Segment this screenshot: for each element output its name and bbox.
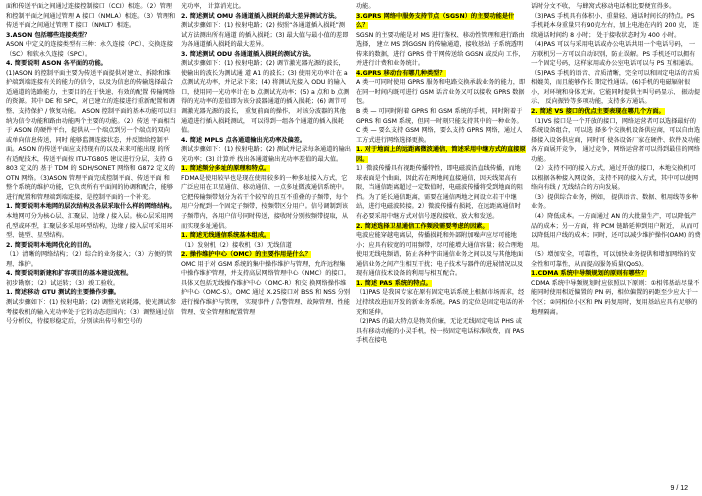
question-heading: 1. 简要说明本地网的层次结构及各层采取什么样的网络结构。	[6, 203, 176, 211]
paragraph: （1）清晰的网络结构；（2）综合的业务接入；（3）方便的管理、维护。	[6, 251, 173, 268]
paragraph: 测试步骤如下：(1) 按射电路；(2) 按照“各通道插入损耗”测试方法测出所有通道 的插入损耗；(3) 最大值与最小值的差即为各通道插入损耗的最大差异。	[181, 22, 349, 49]
text-column-2	[181, 2, 351, 472]
paragraph: 1）微波传播具有视距传播特性，即电磁波沿直线传播，而地球表面是个曲面，因此若在两地间直接通信，因天线架高有限，当通信距离超过一定数值时，电磁波传播将受到地面的阻挡。为了延长通信距离，需要在通信两地之间设立若干中继站，进行电磁波转接。2）微波传播有损耗，在远距离通信时有必要采用中继方式对信号逐段接收、放大和发送。	[356, 165, 524, 221]
paragraph: 本地网可分为核心层、汇聚层、边缘 / 接入层。核心层采用网孔型或环型，汇聚层多采用环型结构，边缘 / 接入层可采用环型、链型、星型结构。	[6, 213, 173, 240]
question-heading	[181, 231, 351, 241]
question-heading	[356, 12, 526, 31]
question-heading: 3.ASON 包括哪些连接类型？	[6, 31, 91, 39]
paragraph: 光功率， 计算消光比。	[181, 3, 245, 10]
paragraph: ASON 中定义的连接类型有三种：永久连接（PC）、交换连接（SC）和软永久连接（SPC）。	[6, 41, 173, 58]
text-column-3	[356, 2, 526, 472]
text-column-4	[531, 2, 701, 472]
paragraph: A 类一可同时使用 GPRS 服务和电路交换承载业务的能力，即在同一时间内既可进行 GSM 话音业务又可以接收 GPRS 数据包。	[356, 79, 526, 106]
paragraph: FDMA是使用较早也是现在使用较多的一种多址接入方式，它广泛应用在卫星通信、移动通信、一点多址微波通信系统中。它把传输频带划分为若干个较窄的且互不重叠的子频带，每个用户分配到一个固定子频带，按频带区分用户。信号调制到该子频带内，各用户信号同时传送，接收时分别按频带提取，从而实现多址通信。	[181, 174, 349, 230]
highlighted-heading: 1. 简述频分多址的原理和特点。	[181, 165, 271, 173]
paragraph: 测试步骤如下：(1) 按射电路；(2) 测试并记录每条通道的输出光功率；(3) 计算并 找出各通道输出光功率差值的最大值。	[181, 146, 351, 163]
paragraph: 初步勘察；（2）试运转；（3）竣工验收。	[6, 279, 120, 287]
paragraph: （2)PAS 的最大特点是物美价廉，无论无线固定电话 PHS 或具有移动功能的小灵手机，按一按固定电话标准收费，而 PAS 手机在接电	[356, 318, 525, 345]
highlighted-heading: 1. 简述无线通信系统基本组成。	[181, 232, 271, 240]
question-heading	[356, 145, 526, 164]
paragraph: 功能。	[356, 3, 375, 10]
paragraph: 面和传送平面之间通过连接控制接口（CCI）相连。（2）管理和控制平面之间通过管理 A 接口（NMLA）相连。（3）管理和传送平面之间通过管理 T 接口（NMLT）相连。	[6, 3, 176, 30]
paragraph: （1)VS 接口是一个开放的接口，网络运营者可以选择最好的系统设备组合，可以选 择多个交换机设备供应商，可以自由选择接入设备供应商，同时可 使各设备厂家在硬件、软件及功能各方面展开竞争， 通过竞争，网络运营者可以得到最佳的网络功能。	[531, 117, 701, 163]
question-heading	[356, 222, 526, 232]
question-heading	[181, 164, 351, 174]
paragraph: （3）提供综合业务，例如， 提供语音、数据、租用线等多种业务。	[531, 193, 698, 211]
highlighted-heading: 2. 简述选择卫星通信工作频段需要考虑的因素。	[356, 222, 489, 230]
question-heading: 4. 简要说明新建和扩容项目的基本建设流程。	[6, 270, 133, 278]
paragraph: SGSN 的主要功能是对 MS 进行鉴权、移动性管理和进行路由选择， 建立 MS 到GGSN 的传输通道，接收基站 子系统透明传来的数据，进行 GPRS 骨干网传送给 GGSN 或反向 工作，并进行计费和业务统计。	[356, 31, 525, 68]
question-heading: 4. 简要说明 ASON 各平面的功能。	[6, 60, 107, 68]
paragraph: （5）增加安全，可靠性，可以加快业务提供和增加网络的安全性和可靠性，从而提高服务质量(QoS)。	[531, 251, 696, 268]
question-heading: 2. 简述测试 OMU 各通道插入损耗的最大差异测试方法。	[181, 12, 341, 20]
question-heading	[181, 250, 351, 260]
paragraph: （4)PAS 可以与采用电话或办公电话共用一个电话号码， 一方联机另一方可以自动识别，防止误解。PS 手机还可以拥有一个固定号码，这样家用或办公室电话可以与 PS 互相通话。	[531, 41, 698, 68]
paragraph: （4）降低成本。一方面通过 AN 的大批量生产，可以降低产品的成本；另一方面，将 PCM 链路延伸到用户附近， 从而可以降低用户线的成本；同时，还可以减少维护操作(OAM) 的费用。	[531, 213, 701, 249]
highlighted-heading: 3.GPRS 网络中服务支持节点（SGSN）的主要功能是什么？	[356, 12, 515, 30]
paragraph: B 类 — 可同时附着 GPRS 和 GSM 系统的手机，同时附着于 GPRS 和 GSM 系统，但同一时刻只能支持其中的一种业务。	[356, 108, 523, 125]
question-heading	[531, 107, 701, 117]
paragraph: OMC 用于对 GSM 系统的集中操作维护与管理，允许远程集中操作维护管理，并支持高层网络管理中心（NMC）的接口。具体又包括无线操作维护中心（OMC-R）和交 换网络操作维护中心（OMC-S）。OMC 通过 X.25接口对 BSS 和 NSS 分别进行操作维护与管理， 实现事件 / 告警管理、故障管理、性能管理、安全管理和配置管理	[181, 260, 351, 316]
highlighted-heading: 4.GPRS 移动台有哪几种类型？	[356, 69, 446, 77]
highlighted-heading: 1. 对于地面上的远距离微波通信，简述采用中继方式的直接原因。	[356, 146, 526, 163]
question-heading: 2. 简要说明本地网优化的目的。	[6, 241, 96, 249]
question-heading	[356, 279, 526, 289]
paragraph: CDMA 系统中导频规划时应依照以下原则：①相邻基站尽量不能同时使用相近偏置的 PN 码，相位偏置的码距至少应大于一个区；②同相位小区和 PN 码复用时，复用基站应具有足够的地理隔离。	[531, 279, 700, 316]
page-number: 9 / 12	[670, 485, 688, 492]
paragraph: 电波应能穿越电离层，传播损耗和外部附加噪声应尽可能地小；应具有较宽的可用频带，尽可能增大通信容量；较合理地使用无线电频谱，防止各种宇宙通信业务之间以及与其他地面通信业务之间产生相互干扰；电子技术与器件的进展情况以及现有通信技术设备的利用与相互配合。	[356, 232, 524, 278]
highlighted-heading: 1. 简述 PAS 系统的特点。	[356, 279, 432, 287]
paragraph: （5)PAS 手机的语音、音质清晰，完全可以和固定电话的音质相媲美，而且能够作长 期定性通话。(6)手机的电磁辐射很小，对环境和身体无害。它能同时提供主叫号码显示、 振动提示、 反向振铃等多项功能，支持多方通话。	[531, 69, 701, 106]
paragraph: 话时分文不收， 与蜂窝式移动电话相比要便宜得多。	[531, 3, 676, 10]
question-heading	[531, 269, 701, 279]
paragraph: (1)ASON 的控制平面主要为传送平面提供对建立、拆除和维护端到端连接有关的能力的信令，以及为信息的传输选择最合适通道的选路能力，主要目的在于快速、有效的配置 传输网络的资源。其中 DE 和 SPC，对已建立的连接进行重新配置和调整、支持保护 / 恢复功能。 ASON 控制平面的基本功能可以归纳为信令功能和路由功能两个主要的功能。（2）传送 平面相当于 ASON 的硬件平台，提供从一个端点到另一个端点的双向或单向信息传送，同时 能够监测连接状态，并反馈给控制平面。ASON 的传送平面应支持现有的以及未来可能出现 的所有适配技术，传送平面按 ITU-TG805 建议进行分层，支持 G803 定义的 基于 TDM 的 SDH/SONET 网络和 G872 定义的 OTN 网络。（3)ASON 管理平面完成控制平面、传送平面 和整个系统的维护功能，它负责所有平面间的协调和配合，能够进行配置和管理端到端连接，是控制平面的一个补充。	[6, 69, 176, 201]
paragraph: 测试步骤如下：(1) 按射电路；(2) 调整光衰耗器，使光测试参考接收机的输入光功率处于它的动态范围内；（3）调整通过信号分析仪，待接形稳定后，分别读出传号和空号的	[6, 298, 176, 326]
paragraph: 测试步骤如下：(1) 按射电路；(2) 调节激光器光源的波长， 使输出的波长为测试通 道 A1 的波长；(3) 使用光功率计在 a 点测试光功率，并记录下来；(4) 将测试光接入 ODU 的输入口，使用同一光功率计在 b 点测试光功率；(5) a 点和 b 点测得的光功率的差值即为该分波器通道的插入损耗；(6) 调节可调激光器光源的波长， 重复前面的操作， 对该分波器的其他通道进行插入损耗测试， 可以得到一组各个通道的插入损耗值。	[181, 60, 350, 135]
question-heading: 4. 简述 MPLS 点各通道输出光功率及偏差。	[181, 136, 307, 144]
highlighted-heading: 1.CDMA 系统中导频规划的原则有哪些？	[531, 270, 648, 278]
paragraph: （1）发射机（2）接收机（3）无线信道	[181, 241, 292, 249]
highlighted-heading: 2. 简述 VS 接口的优点主要表现在哪几个方面。	[531, 108, 665, 116]
question-heading	[356, 69, 526, 79]
paragraph: （1)PAS 是我国专家在原有固定电话系统上根据市场需求，经过持续改进而开发的新业务系统。PAS 的定位是固定电话的补充和延伸。	[356, 289, 525, 316]
highlighted-heading: 2. 操作维护中心（OMC）的主要作用是什么？	[181, 251, 311, 259]
paragraph: C 类 — 要么支持 GSM 网络，要么支持 GPRS 网络，通过人工方式进行网络选择更换。	[356, 127, 523, 144]
question-heading: 1. 简述移动 GTU 测试的主要操作步骤。	[6, 289, 120, 297]
paragraph: （3)PAS 手机具有体积小、重量轻、通话时间长的特点。PS 手机耗本身重量只有90克左右，加上电池在内的 200 克， 连续通话时间约 8 小时； 处于接收状态时为 400 小时。	[531, 12, 699, 39]
question-heading: 3. 简述测试 ODU 各通道插入损耗的测试方法。	[181, 50, 315, 58]
text-column-1	[6, 2, 176, 472]
paragraph: （2）支持不同的接入方式，通过开放的接口，本地交换机可以根据各种接入网设备，支持不同的接入方式，其中可以使网络向有线 / 无线结合的方向发展。	[531, 165, 699, 192]
